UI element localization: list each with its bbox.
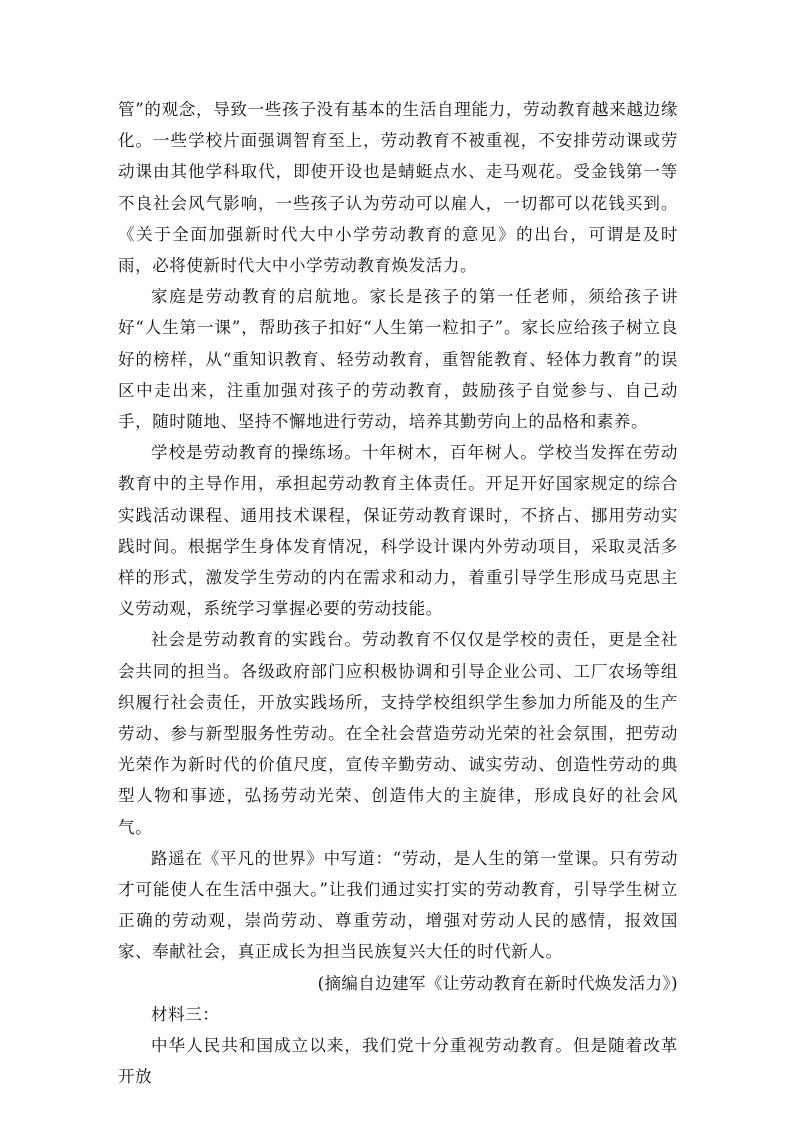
paragraph-material-three: 中华人民共和国成立以来，我们党十分重视劳动教育。但是随着改革开放 — [118, 1036, 678, 1087]
source-citation: (摘编自边建军《让劳动教育在新时代焕发活力》) — [317, 973, 678, 993]
paragraph-school: 学校是劳动教育的操练场。十年树木，百年树人。学校当发挥在劳动教育中的主导作用，承担起劳动教育主体责任。开足开好国家规定的综合实践活动课程、通用技术课程，保证劳动教育课时，不挤占、挪用劳动实践时间。根据学生身体发育情况，科学设计课内外劳动项目，采取灵活多样的形式，激发学生劳动的内在需求和动力，着重引导学生形成马克思主义劳动观，系统学习掌握必要的劳动技能。 — [118, 443, 678, 619]
paragraph-continuation: 管”的观念，导致一些孩子没有基本的生活自理能力，劳动教育越来越边缘化。一些学校片面强调智育至上，劳动教育不被重视，不安排劳动课或劳动课由其他学科取代，即使开设也是蜻蜓点水、走马观花。受金钱第一等不良社会风气影响，一些孩子认为劳动可以雇人，一切都可以花钱买到。《关于全面加强新时代大中小学劳动教育的意见》的出台，可谓是及时雨，必将使新时代大中小学劳动教育焕发活力。 — [118, 100, 678, 276]
paragraph-society: 社会是劳动教育的实践台。劳动教育不仅仅是学校的责任，更是全社会共同的担当。各级政府部门应积极协调和引导企业公司、工厂农场等组织履行社会责任，开放实践场所，支持学校组织学生参加力所能及的生产劳动、参与新型服务性劳动。在全社会营造劳动光荣的社会氛围，把劳动光荣作为新时代的价值尺度，宣传辛勤劳动、诚实劳动、创造性劳动的典型人物和事迹，弘扬劳动光荣、创造伟大的主旋律，形成良好的社会风气。 — [118, 630, 678, 837]
paragraph-family: 家庭是劳动教育的启航地。家长是孩子的第一任老师，须给孩子讲好“人生第一课”，帮助孩子扣好“人生第一粒扣子”。家长应给孩子树立良好的榜样，从“重知识教育、轻劳动教育，重智能教育、轻体力教育”的误区中走出来，注重加强对孩子的劳动教育，鼓励孩子自觉参与、自己动手，随时随地、坚持不懈地进行劳动，培养其勤劳向上的品格和素养。 — [118, 287, 678, 432]
material-three-heading: 材料三： — [151, 1004, 220, 1024]
paragraph-conclusion: 路遥在《平凡的世界》中写道：“劳动，是人生的第一堂课。只有劳动才可能使人在生活中强大。”让我们通过实打实的劳动教育，引导学生树立正确的劳动观，崇尚劳动、尊重劳动，增强对劳动人民的感情，报效国家、奉献社会，真正成长为担当民族复兴大任的时代新人。 — [118, 848, 678, 962]
document-page — [118, 94, 678, 1093]
